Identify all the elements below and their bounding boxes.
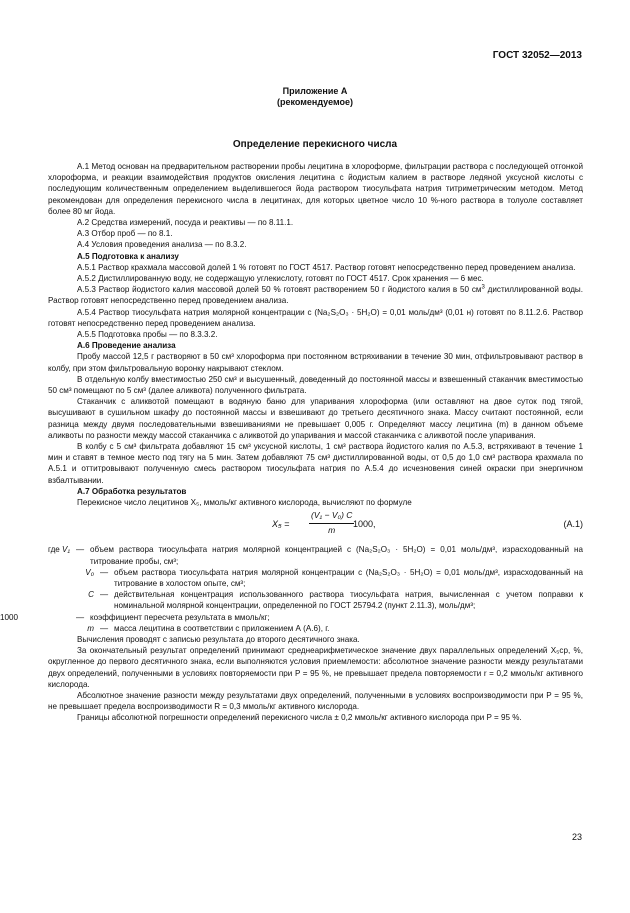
definition-text: объем раствора тиосульфата натрия молярной концентрацией c (Na₂S₂O₃ · 5H₂O) = 0,01 моль/дм³, израсходованный на титрование пробы, см³; <box>90 545 583 566</box>
definition-row: m — масса лецитина в соответствии с приложением А (А.6), г. <box>48 623 583 634</box>
paragraph-a6-2: В отдельную колбу вместимостью 250 см³ и высушенный, доведенный до постоянной массы и взвешенный стаканчик вместимостью 50 см³ помещают по 5 см³ (далее аликвота) полученного фильтрата. <box>48 374 583 396</box>
paragraph-a3: А.3 Отбор проб — по 8.1. <box>77 229 173 239</box>
definition-symbol: C <box>88 590 94 600</box>
paragraph-a1: А.1 Метод основан на предварительном растворении пробы лецитина в хлороформе, фильтрации раствора с последующей отгонкой хлороформа, и реакции взаимодействия продуктов окисления лецитина с йодистым калием в растворе ледяной уксусной кислоты с последующим количественным определением выделившегося йода раствором тиосульфата натрия титриметрическим методом. Метод рекомендован для определения перекисного числа в лецитинах, для которых цветное число 10 %-ного раствора в толуоле составляет более 80 мг йода. <box>48 162 583 216</box>
definition-row: C — действительная концентрация использованного раствора тиосульфата натрия, вычисленная с учетом поправки к номинальной молярной концентрации, определенной по ГОСТ 25794.2 (пункт 2.11.3), моль/дм³; <box>48 589 583 611</box>
formula-number: (А.1) <box>563 519 583 530</box>
definition-text: объем раствора тиосульфата натрия молярной концентрации c (Na₂S₂O₃ · 5H₂O) = 0,01 моль/дм³, израсходованный на титрование в холостом опыте, см³; <box>114 567 583 588</box>
heading-a6: А.6 Проведение анализа <box>77 341 176 351</box>
formula-denominator: m <box>328 524 336 535</box>
paragraph-a54-pre: А.5.4 Раствор тиосульфата натрия молярной концентрации <box>77 307 308 317</box>
paragraph-a6-4: В колбу с 5 см³ фильтрата добавляют 15 см³ уксусной кислоты, 1 см³ раствора йодистого калия по А.5.3, встряхивают в течение 1 мин и ставят в темное место под тягу на 5 мин. Затем добавляют 75 см³ дистиллированной воды, от 0,5 до 1,0 см³ раствора крахмала по А.5.1 и оттитровывают полученную смесь раствором тиосульфата натрия по А.5.4 до исчезновения синей окраски при энергичном взбалтывании. <box>48 442 583 485</box>
definition-symbol: 1000 <box>0 612 19 622</box>
paragraph-a6-1: Пробу массой 12,5 г растворяют в 50 см³ хлороформа при постоянном встряхивании в течение 30 мин, отфильтровывают раствор в колбу, при этом фильтровальную воронку накрывают стеклом. <box>48 352 583 373</box>
paragraph-a55: А.5.5 Подготовка пробы — по 8.3.3.2. <box>77 330 218 340</box>
paragraph-final-3: Границы абсолютной погрешности определений перекисного числа ± 0,2 ммоль/кг активного кислорода при P = 95 %. <box>77 713 522 723</box>
appendix-subtitle: (рекомендуемое) <box>277 97 353 107</box>
definition-row: 1000 — коэффициент пересчета результата в ммоль/кг; <box>48 612 583 623</box>
paragraph-a4: А.4 Условия проведения анализа — по 8.3.2. <box>77 240 247 250</box>
definition-symbol: m <box>87 623 94 633</box>
paragraph-a53-post: дистиллированной воды. Раствор готовят непосредственно перед проведением анализа. <box>48 285 583 306</box>
paragraph-a54-post: = 0,01 моль/дм³ (0,01 н) готовят по 8.11.2.6. Раствор готовят непосредственно перед проведением анализа. <box>48 307 583 328</box>
paragraph-final-1: За окончательный результат определений принимают среднеарифметическое значение двух параллельных определений X₅ср, %, округленное до первого десятичного знака, если выполняются условия приемлемости: абсолютное значение разности между результатами двух определений, полученными в условиях повторяемости при P = 95 %, не превышает предела повторяемости r = 0,2 ммоль/кг активного кислорода. <box>48 646 583 689</box>
definition-text: коэффициент пересчета результата в ммоль/кг; <box>90 612 270 622</box>
formula-fraction <box>309 510 354 535</box>
formula-lhs: X₅ = <box>272 519 290 530</box>
paragraph-a54 <box>48 307 583 329</box>
concentration-expression: c (Na₂S₂O₃ · 5H₂O) <box>307 307 380 317</box>
paragraph-a52: А.5.2 Дистиллированную воду, не содержащую углекислоту, готовят по ГОСТ 4517. Срок хранения — 6 мес. <box>77 274 484 284</box>
formula-a1 <box>48 510 583 540</box>
heading-a7: А.7 Обработка результатов <box>77 486 187 496</box>
definition-symbol: где V₁ <box>47 545 70 555</box>
paragraph-a2: А.2 Средства измерений, посуда и реактивы — по 8.11.1. <box>77 218 294 228</box>
heading-a5: А.5 Подготовка к анализу <box>77 251 179 261</box>
paragraph-a51: А.5.1 Раствор крахмала массовой долей 1 % готовят по ГОСТ 4517. Раствор готовят непосредственно перед проведением анализа. <box>77 262 576 272</box>
definition-text: масса лецитина в соответствии с приложением А (А.6), г. <box>114 623 330 633</box>
paragraph-calc: Вычисления проводят с записью результата до второго десятичного знака. <box>77 634 360 644</box>
formula-numerator: (V₁ − V₀) C <box>309 510 354 523</box>
paragraph-final-2: Абсолютное значение разности между результатами двух определений, полученными в условиях воспроизводимости при P = 95 %, не превышает предела воспроизводимости R = 0,3 ммоль/кг активного кислорода. <box>48 690 583 712</box>
definition-row: V₀ — объем раствора тиосульфата натрия молярной концентрации c (Na₂S₂O₃ · 5H₂O) = 0,01 моль/дм³, израсходованный на титрование в холостом опыте, см³; <box>48 567 583 589</box>
page-number: 23 <box>571 832 582 842</box>
paragraph-a6-3: Стаканчик с аликвотой помещают в водяную баню для упаривания хлороформа (или оставляют на двое суток под тягой, высушивают в сушильном шкафу до постоянной массы и взвешивают до третьего десятичного знака. Массу считают постоянной, если разница между двумя последовательными взвешиваниями не превышает 0,005 г. Определяют массу лецитина (m) в данном объеме аликвоты по разности между массой стаканчика с аликвотой до упаривания и массой стаканчика с аликвотой после упаривания. <box>48 397 583 440</box>
definition-text: действительная концентрация использованного раствора тиосульфата натрия, вычисленная с учетом поправки к номинальной молярной концентрации, определенной по ГОСТ 25794.2 (пункт 2.11.3), моль/дм³; <box>114 590 583 611</box>
paragraph-a7-1: Перекисное число лецитинов X₅, ммоль/кг активного кислорода, вычисляют по формуле <box>77 498 412 508</box>
definition-symbol: V₀ <box>85 567 94 577</box>
definition-row: где V₁ — объем раствора тиосульфата натрия молярной концентрацией c (Na₂S₂O₃ · 5H₂O) = 0,01 моль/дм³, израсходованный на титрование пробы, см³; <box>48 544 583 566</box>
section-title: Определение перекисного числа <box>232 139 398 150</box>
formula-multiplier: 1000, <box>353 519 376 530</box>
appendix-title: Приложение А <box>282 86 348 96</box>
paragraph-a53-pre: А.5.3 Раствор йодистого калия массовой долей 50 % готовят растворением 50 г йодистого калия в 50 см <box>77 285 482 295</box>
document-body <box>0 161 583 724</box>
standard-header: ГОСТ 32052—2013 <box>492 50 582 61</box>
paragraph-a53: А.5.3 Раствор йодистого калия массовой долей 50 % готовят растворением 50 г йодистого калия в 50 $см^3$ дистиллированной воды. Раствор готовят непосредственно перед проведением анализа. <box>48 284 583 306</box>
formula-definitions <box>0 544 583 634</box>
